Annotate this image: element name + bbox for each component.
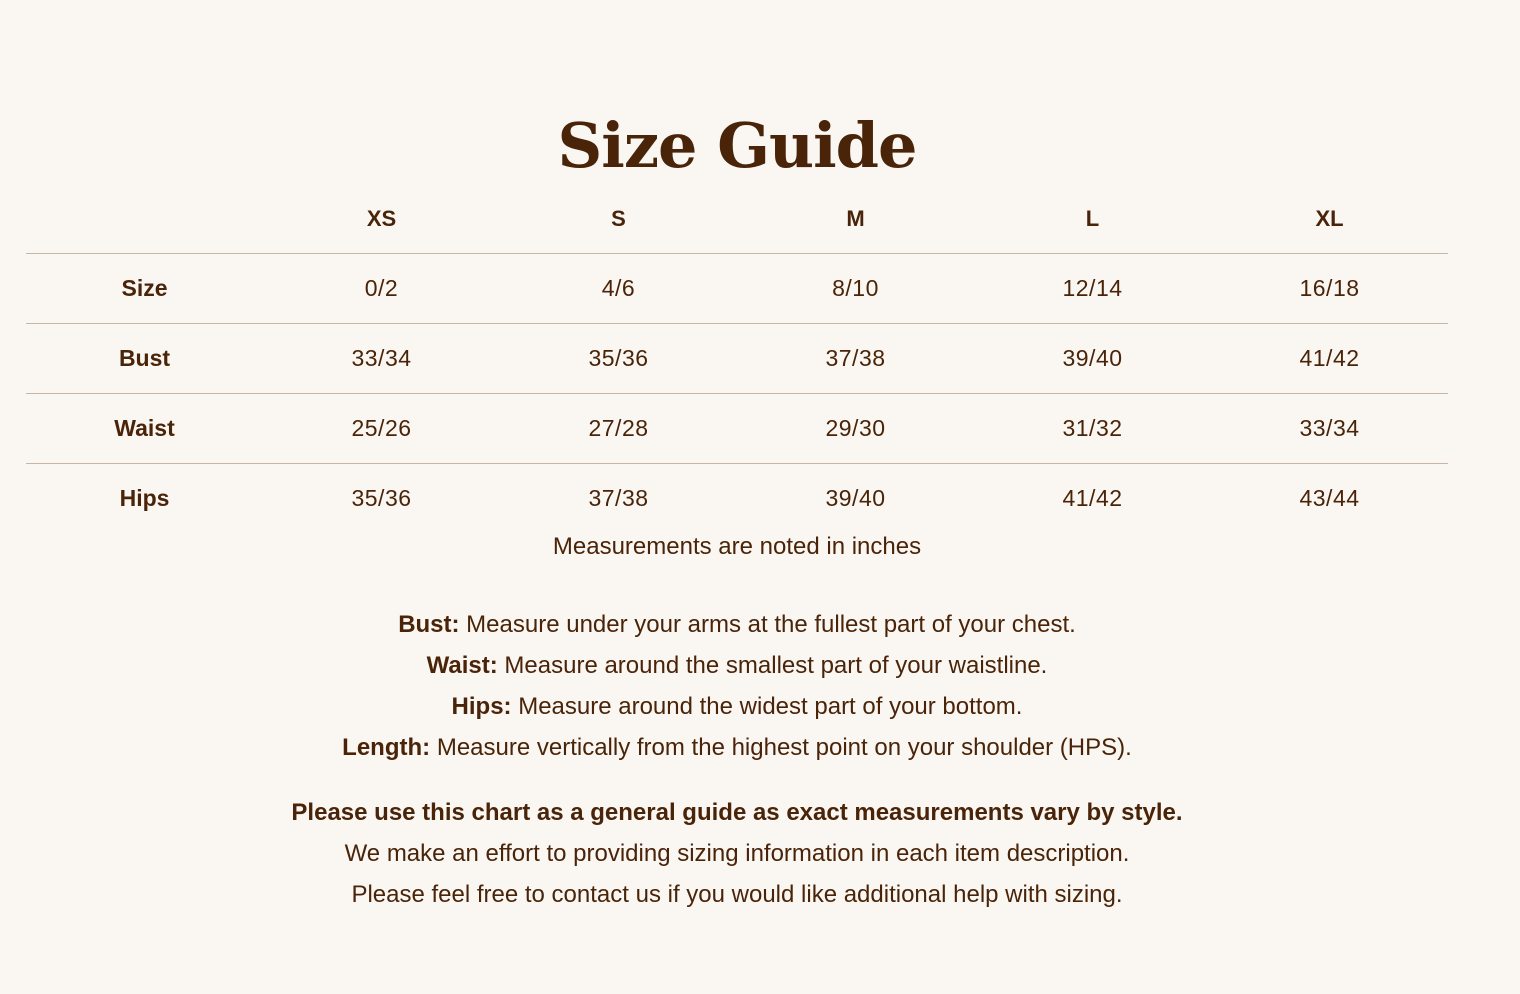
table-row [26,324,1448,394]
table-cell: 31/32 [974,394,1211,464]
table-row [26,394,1448,464]
row-label-size: Size [26,254,263,324]
table-cell: 43/44 [1211,464,1448,534]
table-cell: 25/26 [263,394,500,464]
table-row [26,254,1448,324]
measure-line-hips [0,686,1474,727]
measurement-instructions [0,604,1474,768]
measure-term: Bust: [398,611,460,638]
measure-term: Waist: [426,652,498,679]
table-header-row [26,184,1448,254]
table-row [26,464,1448,534]
disclaimer-line-1: We make an effort to providing sizing information in each item description. [344,840,1130,867]
table-cell: 27/28 [500,394,737,464]
row-label-waist: Waist [26,394,263,464]
table-cell: 12/14 [974,254,1211,324]
header-cell-xl: XL [1315,205,1344,231]
table-cell: 37/38 [500,464,737,534]
table-cell: 41/42 [974,464,1211,534]
measure-line-bust [0,604,1474,645]
header-cell-empty [26,184,263,254]
table-cell: 39/40 [974,324,1211,394]
table-cell: 37/38 [737,324,974,394]
measure-desc: Measure around the smallest part of your waistline. [497,652,1048,679]
size-table [26,184,1448,533]
table-cell: 8/10 [737,254,974,324]
row-label-hips: Hips [26,464,263,534]
table-cell: 29/30 [737,394,974,464]
row-label-bust: Bust [26,324,263,394]
table-cell: 39/40 [737,464,974,534]
header-cell-s: S [611,205,626,231]
header-cell-xs: XS [366,205,397,231]
table-cell: 16/18 [1211,254,1448,324]
measure-term: Length: [342,734,431,761]
table-cell: 41/42 [1211,324,1448,394]
measure-line-length [0,727,1474,768]
measure-desc: Measure under your arms at the fullest part of your chest. [459,611,1076,638]
table-cell: 4/6 [500,254,737,324]
measure-term: Hips: [451,693,512,720]
measure-desc: Measure around the widest part of your bottom. [511,693,1023,720]
measure-desc: Measure vertically from the highest point on your shoulder (HPS). [430,734,1132,761]
table-cell: 35/36 [263,464,500,534]
units-note: Measurements are noted in inches [552,533,922,560]
page-title: Size Guide [557,108,917,182]
sizing-disclaimer [0,792,1474,915]
table-cell: 33/34 [1211,394,1448,464]
header-cell-m: M [846,205,865,231]
disclaimer-line-2: Please feel free to contact us if you would like additional help with sizing. [351,881,1123,908]
table-cell: 33/34 [263,324,500,394]
table-cell: 0/2 [263,254,500,324]
header-cell-l: L [1085,205,1100,231]
disclaimer-bold: Please use this chart as a general guide as exact measurements vary by style. [291,799,1183,826]
measure-line-waist [0,645,1474,686]
table-cell: 35/36 [500,324,737,394]
